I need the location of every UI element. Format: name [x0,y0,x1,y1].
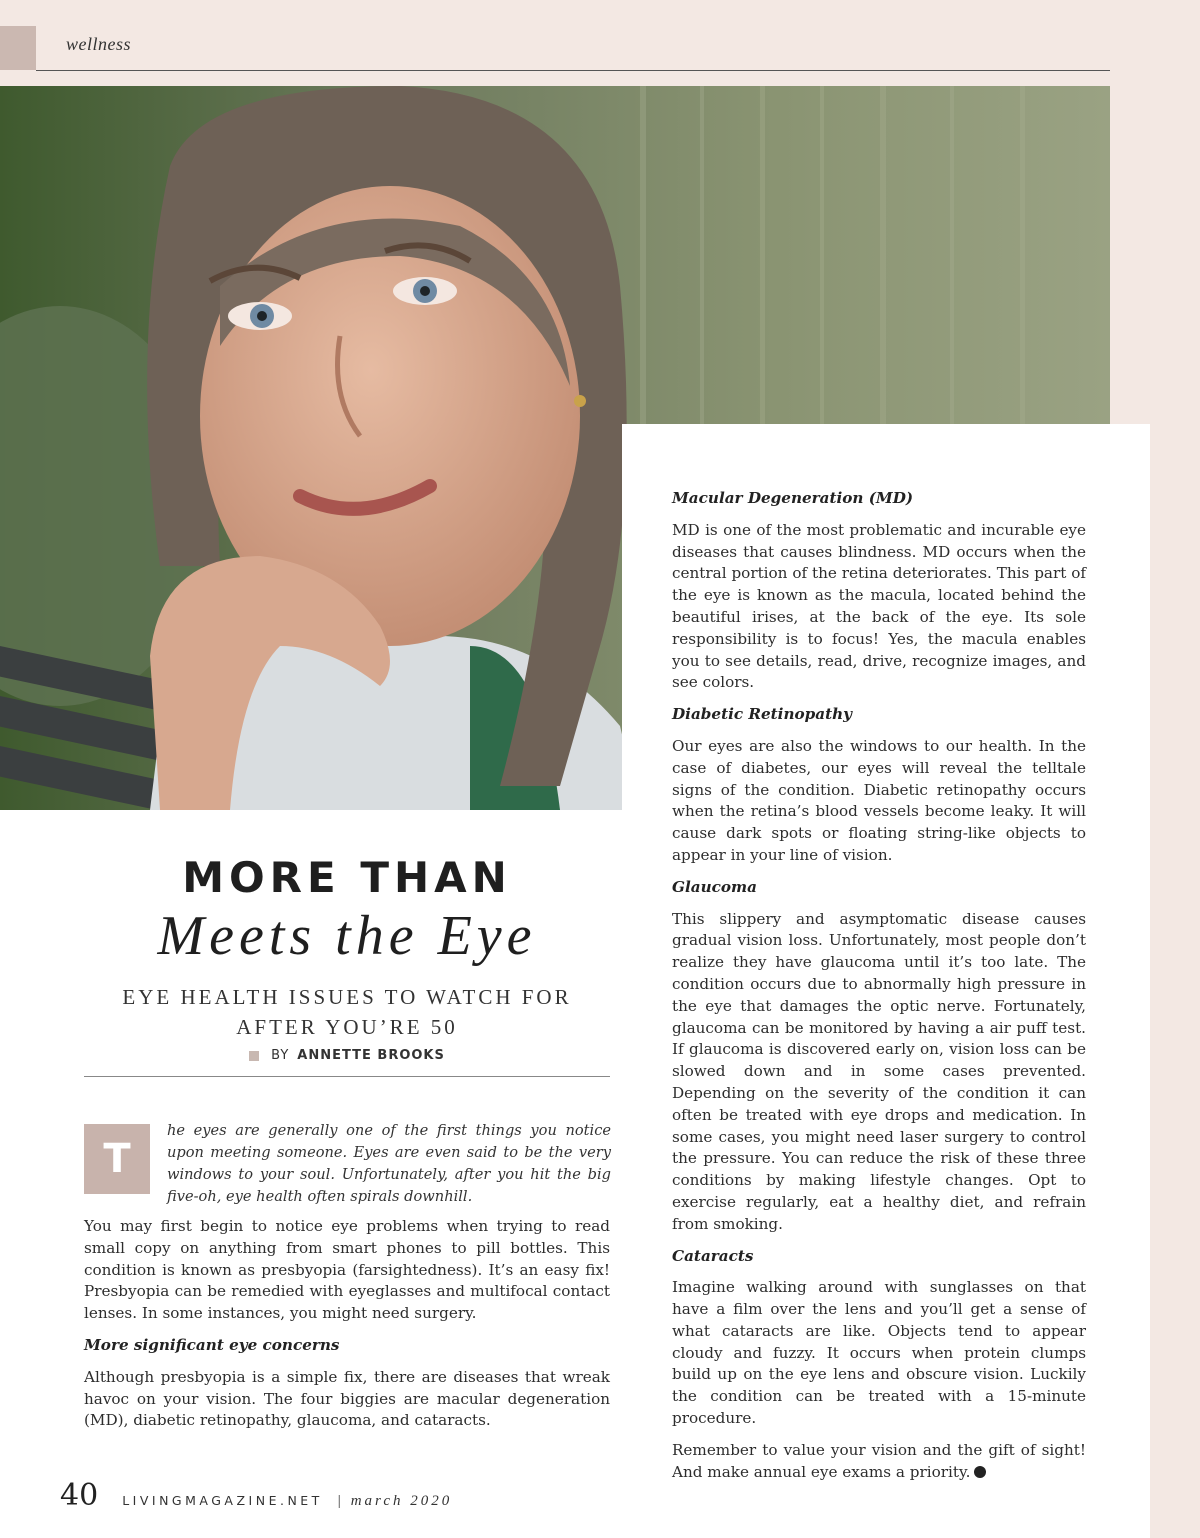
closing-text: Remember to value your vision and the gift of sight! And make annual eye exams a priority. [672,1440,1086,1481]
title-rule [84,1076,610,1077]
section-label: wellness [66,34,131,54]
dropcap: T [84,1124,150,1194]
concerns-paragraph: Although presbyopia is a simple fix, there are diseases that wreak havoc on your vision. The four biggies are macular degeneration (MD), diabetic retinopathy, glaucoma, and cataracts. [84,1367,610,1430]
byline-author: ANNETTE BROOKS [297,1048,445,1063]
byline [84,1048,610,1063]
byline-by: BY [271,1048,290,1063]
right-column [672,488,1086,1483]
subtitle [84,982,610,1042]
title-line2: Meets the Eye [157,905,537,967]
site-name: LIVINGMAGAZINE.NET [122,1493,323,1508]
concerns-heading: More significant eye concerns [84,1335,340,1354]
header-band [0,0,1200,86]
dr-heading: Diabetic Retinopathy [672,705,852,724]
footer [60,1478,452,1513]
header-rule [36,70,1110,71]
issue-date: | march 2020 [336,1493,453,1509]
dr-paragraph: Our eyes are also the windows to our health. In the case of diabetes, our eyes will reveal the telltale signs of the condition. Diabetic retinopathy occurs when the retina’s blood vessels become leaky. It will cause dark spots or floating string-like objects to appear in your line of vision. [672,736,1086,864]
intro-paragraph: he eyes are generally one of the first things you notice upon meeting someone. Eyes are even said to be the very windows to your soul. Unfortunately, after you hit the big five-oh, eye health often spirals downhill. [167,1122,611,1205]
glaucoma-paragraph: This slippery and asymptomatic disease causes gradual vision loss. Unfortunately, most people don’t realize they have glaucoma until it’s too late. The condition occurs due to abnormally high pressure in the eye that damages the optic nerve. Fortunately, glaucoma can be monitored by having a air puff test. If glaucoma is discovered early on, vision loss can be slowed down and in some cases prevented. Depending on the severity of the condition it can often be treated with eye drops and medication. In some cases, you might need laser surgery to control the pressure. You can reduce the risk of these three conditions by making lifestyle changes. Opt to exercise regularly, eat a healthy diet, and refrain from smoking. [672,909,1086,1233]
subtitle-line1: EYE HEALTH ISSUES TO WATCH FOR [122,985,572,1009]
article-title-block [84,852,610,1063]
closing-paragraph [672,1440,1086,1484]
section-tab [0,26,36,70]
left-column [84,1216,610,1432]
glaucoma-heading: Glaucoma [672,877,757,896]
cataracts-heading: Cataracts [672,1246,754,1265]
end-mark-icon [974,1466,986,1478]
title-line1: MORE THAN [182,853,512,902]
page-number: 40 [60,1478,99,1513]
byline-square-icon [249,1051,259,1061]
subtitle-line2: AFTER YOU’RE 50 [236,1015,458,1039]
md-paragraph: MD is one of the most problematic and incurable eye diseases that causes blindness. MD occurs when the central portion of the retina deteriorates. This part of the eye is known as the macula, located behind the beautiful irises, at the back of the eye. Its sole responsibility is to focus! Yes, the macula enables you to see details, read, drive, recognize images, and see colors. [672,520,1086,692]
presbyopia-paragraph: You may first begin to notice eye problems when trying to read small copy on anything from smart phones to pill bottles. This condition is known as presbyopia (farsightedness). It’s an easy fix! Presbyopia can be remedied with eyeglasses and multifocal contact lenses. In some instances, you might need surgery. [84,1217,610,1323]
md-heading: Macular Degeneration (MD) [672,489,914,507]
cataracts-paragraph: Imagine walking around with sunglasses on that have a film over the lens and you’ll get a sense of what cataracts are like. Objects tend to appear cloudy and fuzzy. It occurs when protein clumps build up on the eye lens and obscure vision. Luckily the condition can be treated with a 15-minute procedure. [672,1278,1086,1428]
